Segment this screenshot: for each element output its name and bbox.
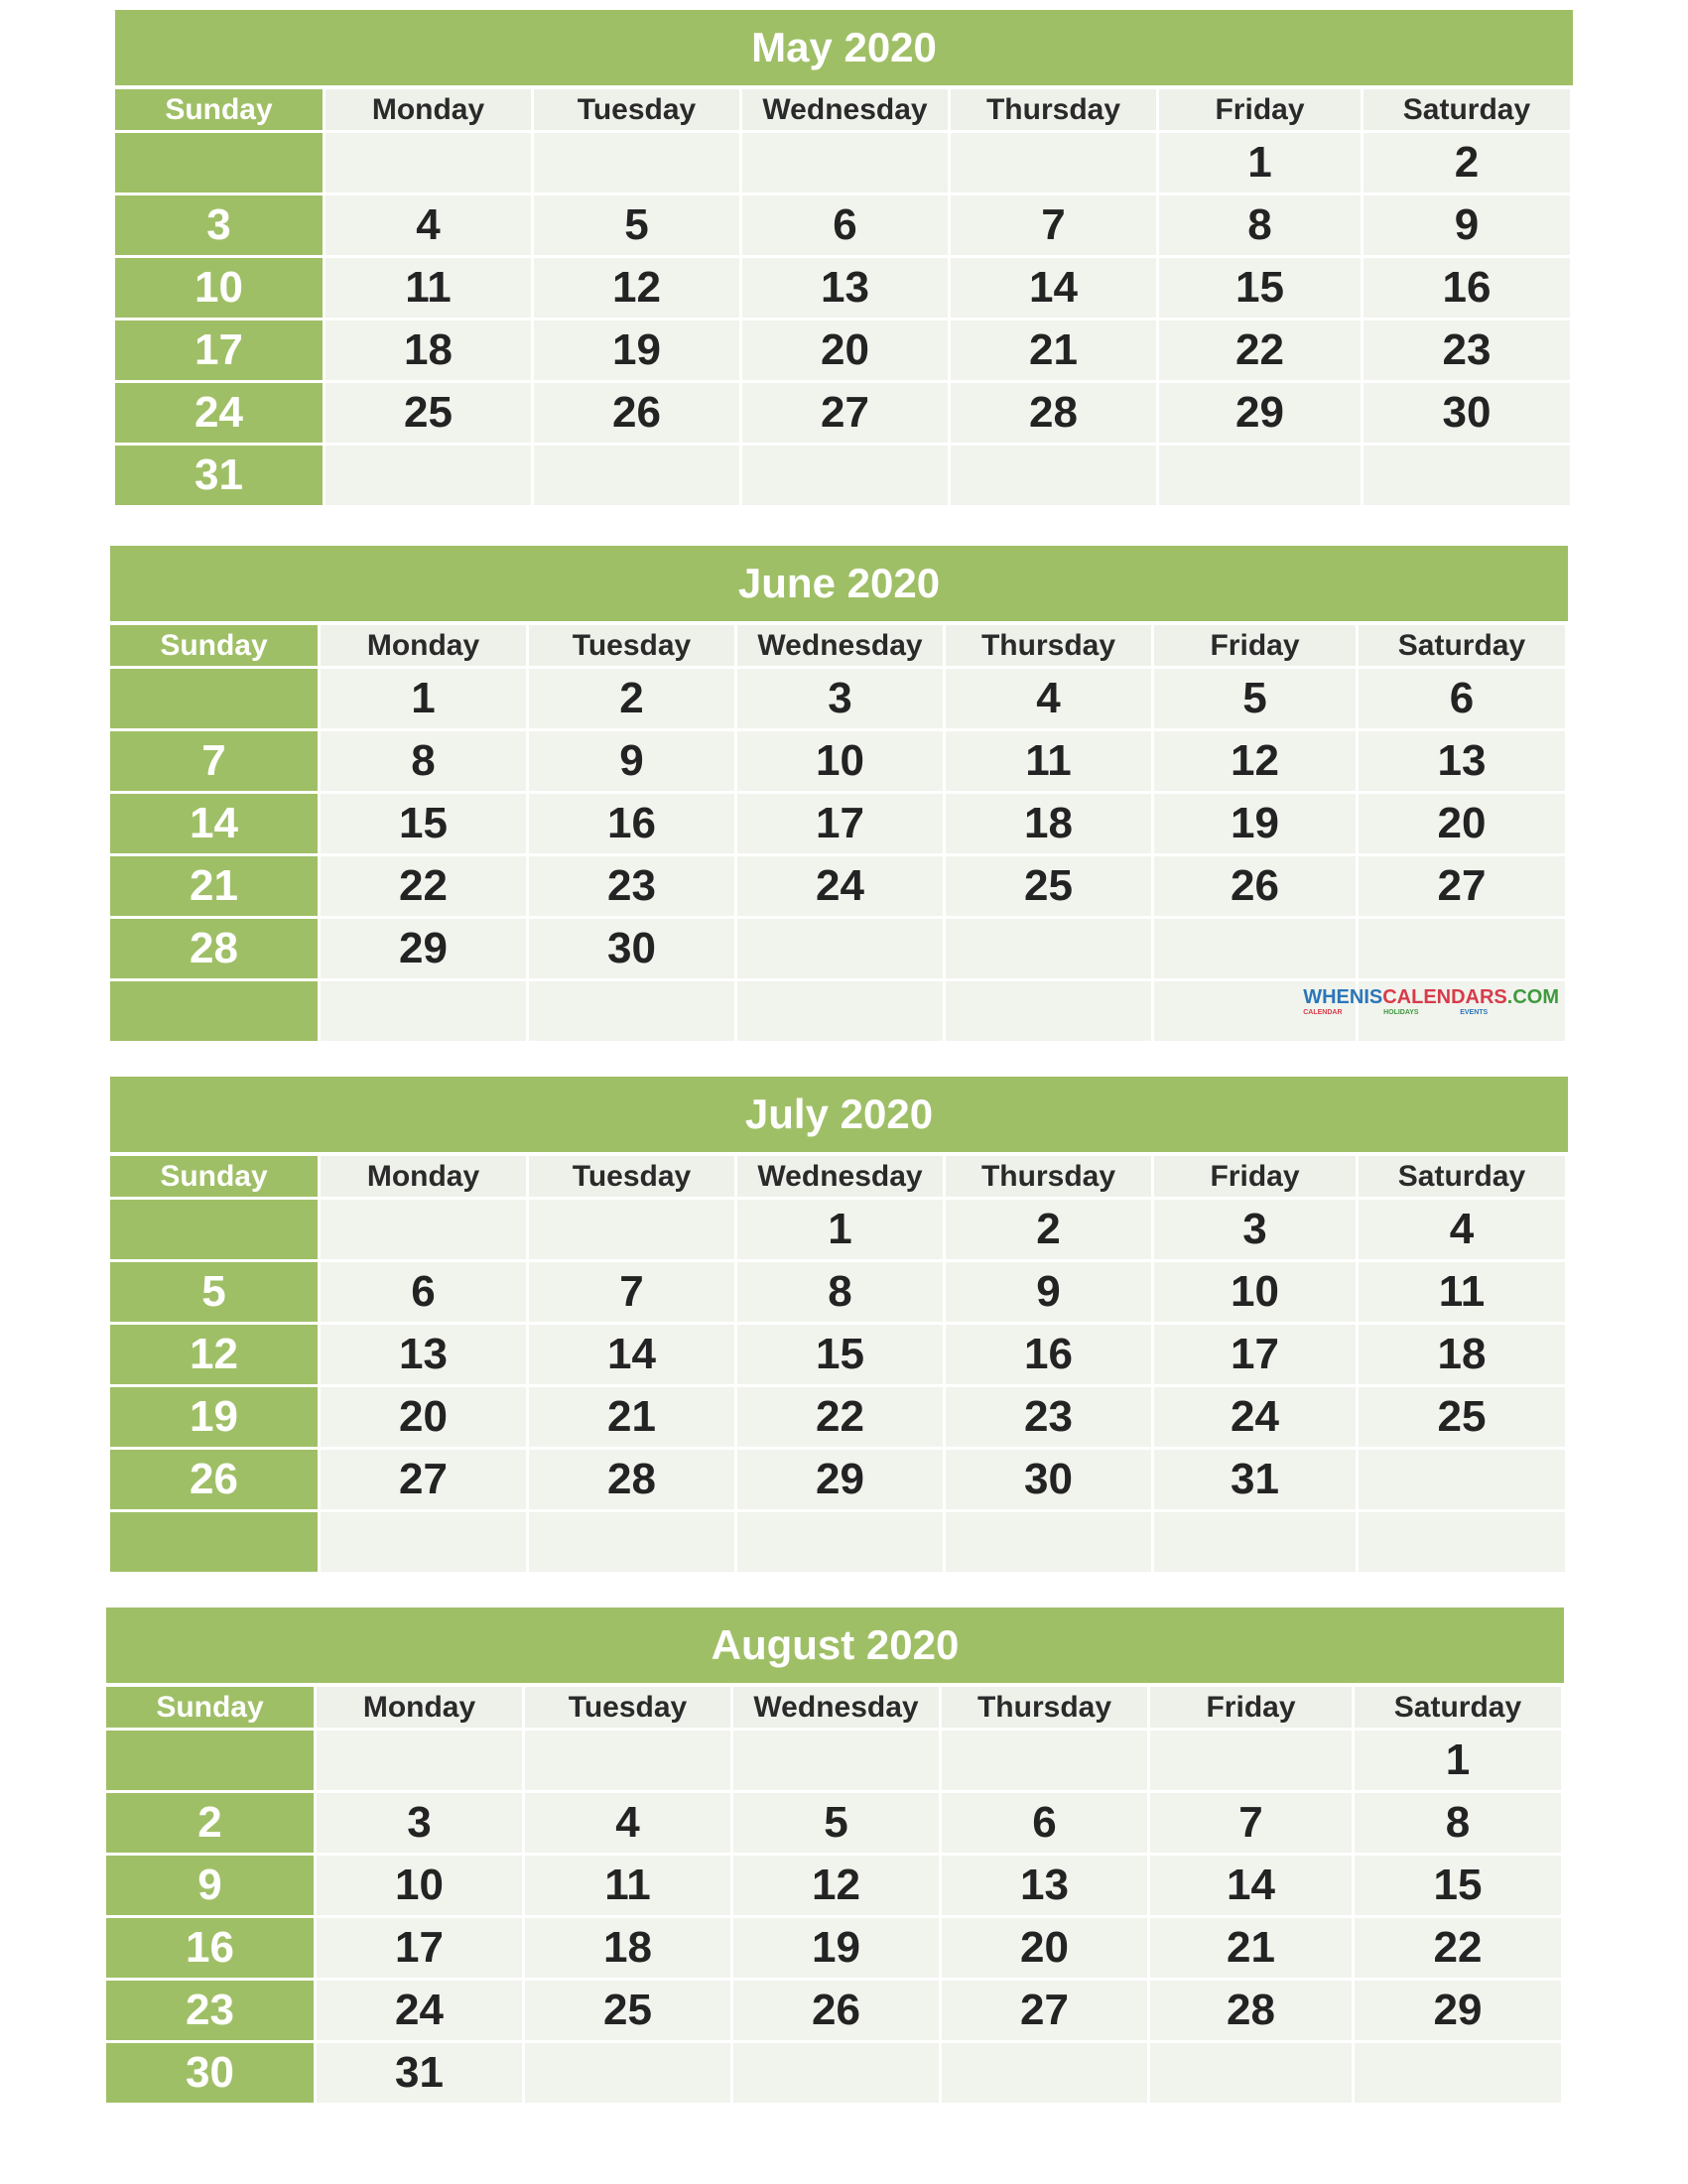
day-cell: 13 <box>1359 731 1568 794</box>
day-cell: 11 <box>1359 1262 1568 1325</box>
day-cell: 14 <box>529 1325 737 1387</box>
day-cell: 27 <box>942 1981 1150 2043</box>
day-cell: 1 <box>1159 133 1363 195</box>
empty-day-cell <box>321 981 529 1044</box>
day-cell: 22 <box>1159 321 1363 383</box>
watermark-subtext: HOLIDAYS <box>1383 1009 1419 1016</box>
day-cell: 6 <box>321 1262 529 1325</box>
day-cell: 19 <box>1154 794 1359 856</box>
day-cell: 14 <box>110 794 321 856</box>
day-cell: 12 <box>1154 731 1359 794</box>
day-cell: 24 <box>1154 1387 1359 1450</box>
empty-day-cell <box>1359 1450 1568 1512</box>
day-cell: 11 <box>525 1856 733 1918</box>
day-cell: 27 <box>321 1450 529 1512</box>
weekday-header: Wednesday <box>742 89 951 133</box>
empty-day-cell <box>1363 446 1573 508</box>
day-cell: 11 <box>946 731 1154 794</box>
day-cell: 2 <box>106 1793 317 1856</box>
day-cell: 13 <box>321 1325 529 1387</box>
empty-day-cell <box>325 133 534 195</box>
empty-day-cell <box>951 133 1159 195</box>
weekday-header: Thursday <box>946 1156 1154 1200</box>
day-cell: 18 <box>525 1918 733 1981</box>
day-cell: 30 <box>1363 383 1573 446</box>
day-cell: 20 <box>321 1387 529 1450</box>
empty-day-cell <box>737 1512 946 1575</box>
empty-day-cell <box>1154 1512 1359 1575</box>
day-cell: 25 <box>325 383 534 446</box>
day-cell: 5 <box>110 1262 321 1325</box>
day-cell: 20 <box>742 321 951 383</box>
weekday-header: Wednesday <box>737 625 946 669</box>
day-cell: 14 <box>951 258 1159 321</box>
watermark-text: .COM <box>1506 986 1559 1008</box>
weekday-header: Friday <box>1159 89 1363 133</box>
day-cell: 23 <box>106 1981 317 2043</box>
day-cell: 15 <box>737 1325 946 1387</box>
day-cell: 5 <box>534 195 742 258</box>
day-cell: 26 <box>534 383 742 446</box>
day-cell: 7 <box>529 1262 737 1325</box>
empty-day-cell <box>946 1512 1154 1575</box>
day-cell: 16 <box>946 1325 1154 1387</box>
day-cell: 9 <box>106 1856 317 1918</box>
empty-day-cell <box>525 1731 733 1793</box>
day-cell: 18 <box>1359 1325 1568 1387</box>
day-cell: 2 <box>1363 133 1573 195</box>
day-cell: 17 <box>737 794 946 856</box>
weekday-header: Thursday <box>942 1687 1150 1731</box>
weekday-header: Saturday <box>1359 1156 1568 1200</box>
month-title: July 2020 <box>110 1077 1568 1156</box>
day-cell: 25 <box>525 1981 733 2043</box>
empty-day-cell <box>534 133 742 195</box>
day-cell: 29 <box>321 919 529 981</box>
day-cell: 9 <box>946 1262 1154 1325</box>
empty-day-cell <box>110 669 321 731</box>
day-cell: 10 <box>317 1856 525 1918</box>
day-cell: 6 <box>1359 669 1568 731</box>
empty-day-cell <box>110 1512 321 1575</box>
empty-day-cell <box>115 133 325 195</box>
empty-day-cell <box>1359 919 1568 981</box>
empty-day-cell <box>534 446 742 508</box>
day-cell: 31 <box>317 2043 525 2106</box>
day-cell: 28 <box>110 919 321 981</box>
empty-day-cell <box>1359 1512 1568 1575</box>
weekday-header: Saturday <box>1359 625 1568 669</box>
day-cell: 4 <box>525 1793 733 1856</box>
weekday-header: Sunday <box>106 1687 317 1731</box>
day-cell: 27 <box>742 383 951 446</box>
weekday-header: Monday <box>321 1156 529 1200</box>
day-cell: 12 <box>534 258 742 321</box>
day-cell: 22 <box>321 856 529 919</box>
weekday-header: Tuesday <box>525 1687 733 1731</box>
weekday-header: Thursday <box>951 89 1159 133</box>
weekday-header: Tuesday <box>529 1156 737 1200</box>
day-cell: 21 <box>110 856 321 919</box>
day-cell: 21 <box>529 1387 737 1450</box>
day-cell: 24 <box>317 1981 525 2043</box>
day-cell: 1 <box>1355 1731 1564 1793</box>
day-cell: 10 <box>1154 1262 1359 1325</box>
day-cell: 30 <box>106 2043 317 2106</box>
empty-day-cell <box>742 446 951 508</box>
empty-day-cell <box>110 981 321 1044</box>
day-cell: 15 <box>321 794 529 856</box>
weekday-header: Friday <box>1150 1687 1355 1731</box>
empty-day-cell <box>1154 919 1359 981</box>
weekday-header: Saturday <box>1355 1687 1564 1731</box>
weekday-header: Monday <box>325 89 534 133</box>
day-cell: 23 <box>529 856 737 919</box>
empty-day-cell <box>742 133 951 195</box>
day-cell: 2 <box>946 1200 1154 1262</box>
day-cell: 28 <box>529 1450 737 1512</box>
day-cell: 3 <box>317 1793 525 1856</box>
empty-day-cell <box>942 1731 1150 1793</box>
day-cell: 30 <box>529 919 737 981</box>
day-cell: 5 <box>733 1793 942 1856</box>
day-cell: 19 <box>733 1918 942 1981</box>
day-cell: 23 <box>946 1387 1154 1450</box>
day-cell: 22 <box>737 1387 946 1450</box>
day-cell: 29 <box>737 1450 946 1512</box>
watermark-text: CALENDARS <box>1382 986 1507 1008</box>
day-cell: 4 <box>325 195 534 258</box>
day-cell: 19 <box>534 321 742 383</box>
day-cell: 8 <box>1355 1793 1564 1856</box>
day-cell: 16 <box>529 794 737 856</box>
day-cell: 28 <box>1150 1981 1355 2043</box>
day-cell: 26 <box>733 1981 942 2043</box>
day-cell: 16 <box>1363 258 1573 321</box>
month-title: June 2020 <box>110 546 1568 625</box>
weekday-header: Sunday <box>115 89 325 133</box>
day-cell: 31 <box>115 446 325 508</box>
empty-day-cell <box>529 1200 737 1262</box>
empty-day-cell <box>1303 981 1568 1044</box>
day-cell: 10 <box>737 731 946 794</box>
month-calendar <box>106 1607 1580 2106</box>
day-cell: 29 <box>1159 383 1363 446</box>
day-cell: 3 <box>115 195 325 258</box>
site-watermark <box>1303 987 1559 1016</box>
day-cell: 16 <box>106 1918 317 1981</box>
day-cell: 8 <box>737 1262 946 1325</box>
empty-day-cell <box>317 1731 525 1793</box>
empty-day-cell <box>733 1731 942 1793</box>
day-cell: 2 <box>529 669 737 731</box>
day-cell: 13 <box>742 258 951 321</box>
day-cell: 8 <box>321 731 529 794</box>
weekday-header: Wednesday <box>737 1156 946 1200</box>
day-cell: 1 <box>321 669 529 731</box>
empty-day-cell <box>1150 2043 1355 2106</box>
day-cell: 15 <box>1355 1856 1564 1918</box>
empty-day-cell <box>325 446 534 508</box>
weekday-header: Monday <box>321 625 529 669</box>
day-cell: 27 <box>1359 856 1568 919</box>
empty-day-cell <box>737 981 946 1044</box>
empty-day-cell <box>942 2043 1150 2106</box>
empty-day-cell <box>1355 2043 1564 2106</box>
weekday-header: Sunday <box>110 1156 321 1200</box>
day-cell: 9 <box>529 731 737 794</box>
day-cell: 12 <box>733 1856 942 1918</box>
watermark-text: WHENIS <box>1303 986 1383 1008</box>
day-cell: 11 <box>325 258 534 321</box>
day-cell: 14 <box>1150 1856 1355 1918</box>
empty-day-cell <box>321 1512 529 1575</box>
day-cell: 7 <box>110 731 321 794</box>
day-cell: 6 <box>942 1793 1150 1856</box>
month-calendar <box>110 546 1576 1044</box>
day-cell: 21 <box>951 321 1159 383</box>
month-title: May 2020 <box>115 10 1573 89</box>
day-cell: 22 <box>1355 1918 1564 1981</box>
day-cell: 3 <box>1154 1200 1359 1262</box>
day-cell: 24 <box>115 383 325 446</box>
day-cell: 29 <box>1355 1981 1564 2043</box>
day-cell: 25 <box>1359 1387 1568 1450</box>
day-cell: 25 <box>946 856 1154 919</box>
day-cell: 8 <box>1159 195 1363 258</box>
empty-day-cell <box>106 1731 317 1793</box>
day-cell: 20 <box>1359 794 1568 856</box>
watermark-subtext: EVENTS <box>1460 1009 1489 1016</box>
weekday-header: Thursday <box>946 625 1154 669</box>
weekday-header: Tuesday <box>534 89 742 133</box>
empty-day-cell <box>737 919 946 981</box>
weekday-header: Sunday <box>110 625 321 669</box>
empty-day-cell <box>733 2043 942 2106</box>
weekday-header: Wednesday <box>733 1687 942 1731</box>
day-cell: 6 <box>742 195 951 258</box>
day-cell: 7 <box>1150 1793 1355 1856</box>
empty-day-cell <box>946 919 1154 981</box>
day-cell: 3 <box>737 669 946 731</box>
empty-day-cell <box>946 981 1154 1044</box>
day-cell: 13 <box>942 1856 1150 1918</box>
day-cell: 4 <box>1359 1200 1568 1262</box>
day-cell: 18 <box>325 321 534 383</box>
day-cell: 17 <box>115 321 325 383</box>
day-cell: 24 <box>737 856 946 919</box>
day-cell: 17 <box>317 1918 525 1981</box>
weekday-header: Tuesday <box>529 625 737 669</box>
weekday-header: Monday <box>317 1687 525 1731</box>
day-cell: 26 <box>110 1450 321 1512</box>
month-calendar <box>110 1077 1576 1575</box>
day-cell: 23 <box>1363 321 1573 383</box>
day-cell: 18 <box>946 794 1154 856</box>
empty-day-cell <box>951 446 1159 508</box>
weekday-header: Friday <box>1154 1156 1359 1200</box>
day-cell: 19 <box>110 1387 321 1450</box>
day-cell: 1 <box>737 1200 946 1262</box>
month-title: August 2020 <box>106 1607 1564 1687</box>
day-cell: 10 <box>115 258 325 321</box>
day-cell: 4 <box>946 669 1154 731</box>
empty-day-cell <box>110 1200 321 1262</box>
day-cell: 31 <box>1154 1450 1359 1512</box>
day-cell: 21 <box>1150 1918 1355 1981</box>
watermark-subtext: CALENDAR <box>1303 1009 1343 1016</box>
empty-day-cell <box>529 981 737 1044</box>
weekday-header: Saturday <box>1363 89 1573 133</box>
day-cell: 17 <box>1154 1325 1359 1387</box>
empty-day-cell <box>1150 1731 1355 1793</box>
day-cell: 15 <box>1159 258 1363 321</box>
day-cell: 12 <box>110 1325 321 1387</box>
day-cell: 5 <box>1154 669 1359 731</box>
empty-day-cell <box>525 2043 733 2106</box>
day-cell: 28 <box>951 383 1159 446</box>
weekday-header: Friday <box>1154 625 1359 669</box>
day-cell: 9 <box>1363 195 1573 258</box>
day-cell: 30 <box>946 1450 1154 1512</box>
day-cell: 7 <box>951 195 1159 258</box>
day-cell: 20 <box>942 1918 1150 1981</box>
month-calendar <box>115 10 1573 508</box>
day-cell: 26 <box>1154 856 1359 919</box>
empty-day-cell <box>321 1200 529 1262</box>
empty-day-cell <box>1159 446 1363 508</box>
empty-day-cell <box>529 1512 737 1575</box>
